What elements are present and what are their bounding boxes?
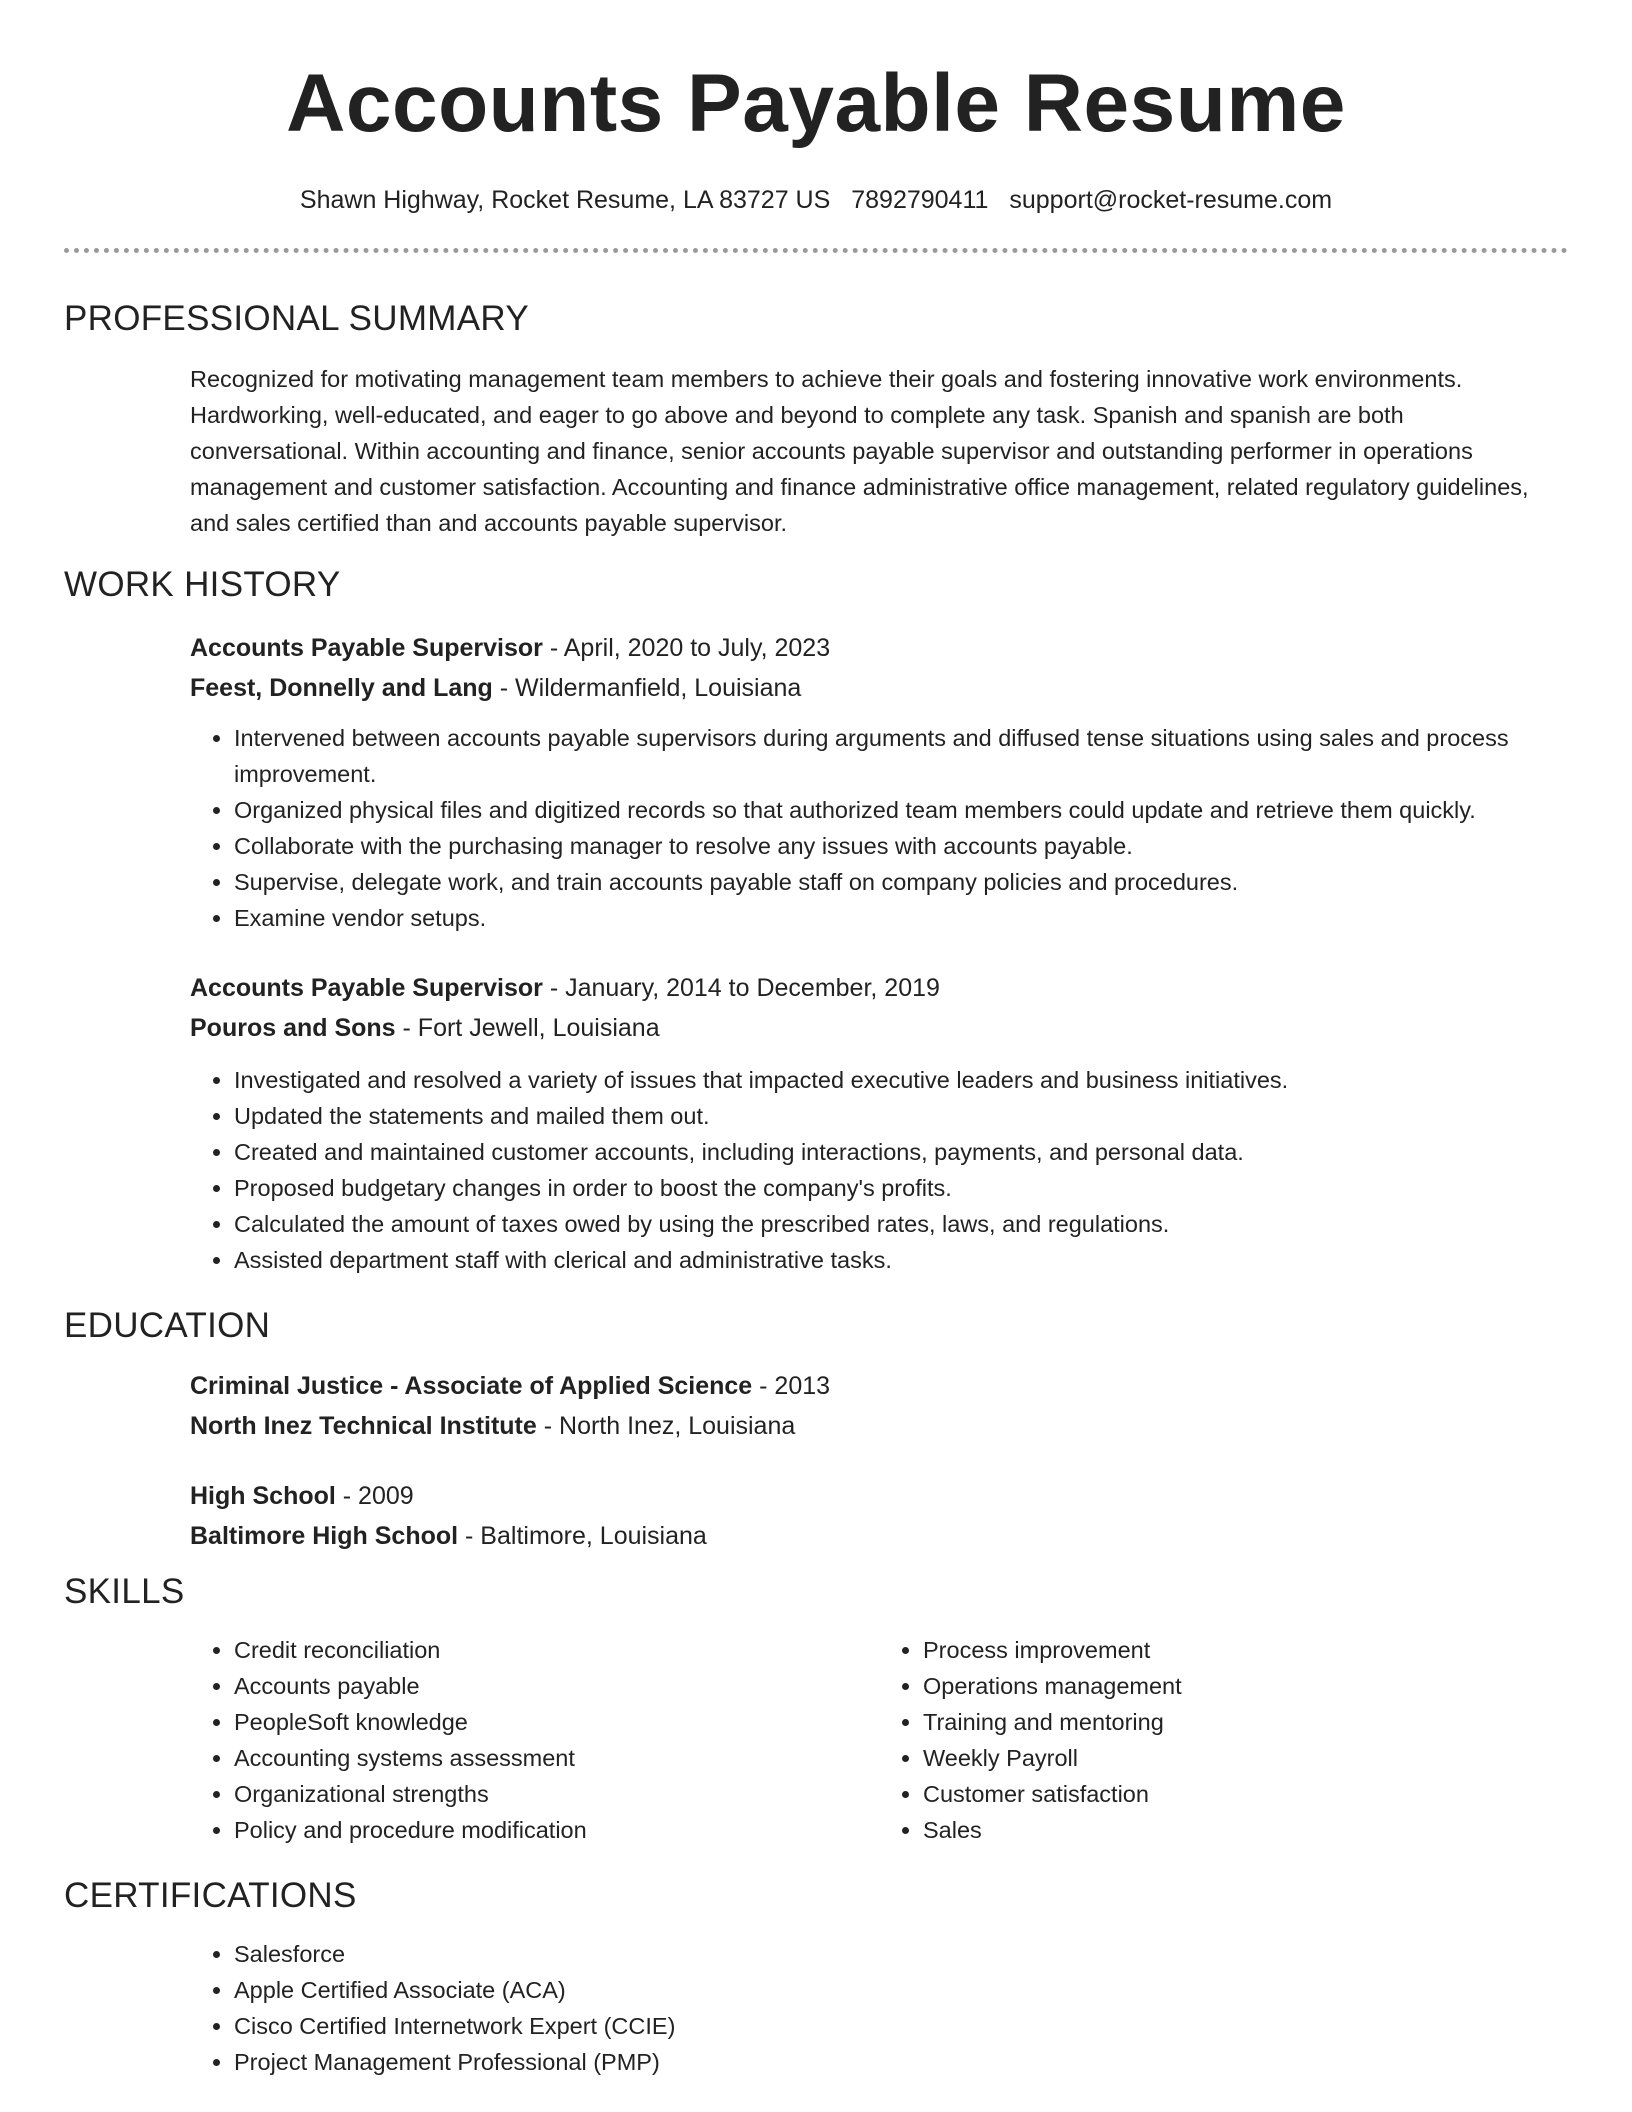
degree-name: High School (190, 1482, 336, 1510)
skill-item: • Weekly Payroll (923, 1740, 1568, 1776)
contact-line (64, 185, 1568, 215)
job-bullet: • Investigated and resolved a variety of issues that impacted executive leaders and business initiatives. (234, 1062, 1568, 1098)
contact-phone: 7892790411 (851, 186, 989, 214)
education-entry (64, 1366, 1568, 1446)
skill-item: • Policy and procedure modification (234, 1812, 879, 1848)
job-location: - Wildermanfield, Louisiana (492, 674, 802, 702)
header-divider (64, 248, 1568, 253)
education-heading: EDUCATION (64, 1306, 271, 1345)
skill-item: • Customer satisfaction (923, 1776, 1568, 1812)
job-title-line (190, 628, 1568, 668)
skills-heading: SKILLS (64, 1572, 185, 1611)
job-entry (64, 968, 1568, 1278)
summary-text: Recognized for motivating management team members to achieve their goals and fostering innovative work environments. Hardworking, well-educated, and eager to go above and beyond to complete any task. Spanish and spanish are both conversational. Within accounting and finance, senior accounts payable supervisor and outstanding performer in operations management and customer satisfaction. Accounting and finance administrative office management, related regulatory guidelines, and sales certified than and accounts payable supervisor. (190, 366, 1529, 536)
job-title: Accounts Payable Supervisor (190, 634, 543, 662)
summary-block (64, 361, 1568, 541)
certification-item: • Cisco Certified Internetwork Expert (CCIE) (234, 2008, 1568, 2044)
skills-list (64, 1632, 1568, 1848)
degree-line (190, 1366, 1568, 1406)
job-bullet: • Examine vendor setups. (234, 900, 1568, 936)
skill-item: • Sales (923, 1812, 1568, 1848)
job-location: - Fort Jewell, Louisiana (395, 1014, 660, 1042)
job-bullet: • Collaborate with the purchasing manager to resolve any issues with accounts payable. (234, 828, 1568, 864)
skill-item: • Accounts payable (234, 1668, 879, 1704)
job-company-line (190, 668, 1568, 708)
degree-line (190, 1476, 1568, 1516)
skill-item: • Organizational strengths (234, 1776, 879, 1812)
summary-heading: PROFESSIONAL SUMMARY (64, 299, 529, 338)
skills-column-left (190, 1632, 879, 1848)
school-name: North Inez Technical Institute (190, 1412, 537, 1440)
job-bullet: • Calculated the amount of taxes owed by using the prescribed rates, laws, and regulations. (234, 1206, 1568, 1242)
job-bullets (190, 1062, 1568, 1278)
job-bullet: • Proposed budgetary changes in order to boost the company's profits. (234, 1170, 1568, 1206)
job-bullet: • Updated the statements and mailed them out. (234, 1098, 1568, 1134)
job-bullet: • Created and maintained customer accounts, including interactions, payments, and personal data. (234, 1134, 1568, 1170)
job-company: Pouros and Sons (190, 1014, 396, 1042)
degree-year: - 2009 (335, 1482, 414, 1510)
school-location: - North Inez, Louisiana (536, 1412, 796, 1440)
job-title-line (190, 968, 1568, 1008)
school-location: - Baltimore, Louisiana (458, 1522, 707, 1550)
school-name: Baltimore High School (190, 1522, 459, 1550)
job-bullets (190, 720, 1568, 936)
job-company: Feest, Donnelly and Lang (190, 674, 493, 702)
skill-item: • Process improvement (923, 1632, 1568, 1668)
job-dates: - January, 2014 to December, 2019 (542, 974, 940, 1002)
skill-item: • Accounting systems assessment (234, 1740, 879, 1776)
certification-item: • Project Management Professional (PMP) (234, 2044, 1568, 2080)
school-line (190, 1406, 1568, 1446)
certifications-block (64, 1936, 1568, 2080)
certifications-heading: CERTIFICATIONS (64, 1876, 357, 1915)
skill-item: • Training and mentoring (923, 1704, 1568, 1740)
job-bullet: • Assisted department staff with clerical and administrative tasks. (234, 1242, 1568, 1278)
skill-item: • Operations management (923, 1668, 1568, 1704)
skills-column-right (879, 1632, 1568, 1848)
skill-item: • Credit reconciliation (234, 1632, 879, 1668)
school-line (190, 1516, 1568, 1556)
job-bullet: • Supervise, delegate work, and train accounts payable staff on company policies and procedures. (234, 864, 1568, 900)
certification-item: • Apple Certified Associate (ACA) (234, 1972, 1568, 2008)
skill-item: • PeopleSoft knowledge (234, 1704, 879, 1740)
job-bullet: • Organized physical files and digitized records so that authorized team members could update and retrieve them quickly. (234, 792, 1568, 828)
job-title: Accounts Payable Supervisor (190, 974, 543, 1002)
job-company-line (190, 1008, 1568, 1048)
contact-email: support@rocket-resume.com (1009, 186, 1333, 214)
resume-title: Accounts Payable Resume (286, 58, 1346, 149)
degree-year: - 2013 (752, 1372, 831, 1400)
certifications-list (190, 1936, 1568, 2080)
job-dates: - April, 2020 to July, 2023 (542, 634, 831, 662)
job-entry (64, 628, 1568, 936)
certification-item: • Salesforce (234, 1936, 1568, 1972)
contact-address: Shawn Highway, Rocket Resume, LA 83727 US (299, 186, 831, 214)
degree-name: Criminal Justice - Associate of Applied Science (190, 1372, 753, 1400)
job-bullet: • Intervened between accounts payable supervisors during arguments and diffused tense situations using sales and process improvement. (234, 720, 1568, 792)
work-history-heading: WORK HISTORY (64, 565, 341, 604)
education-entry (64, 1476, 1568, 1556)
